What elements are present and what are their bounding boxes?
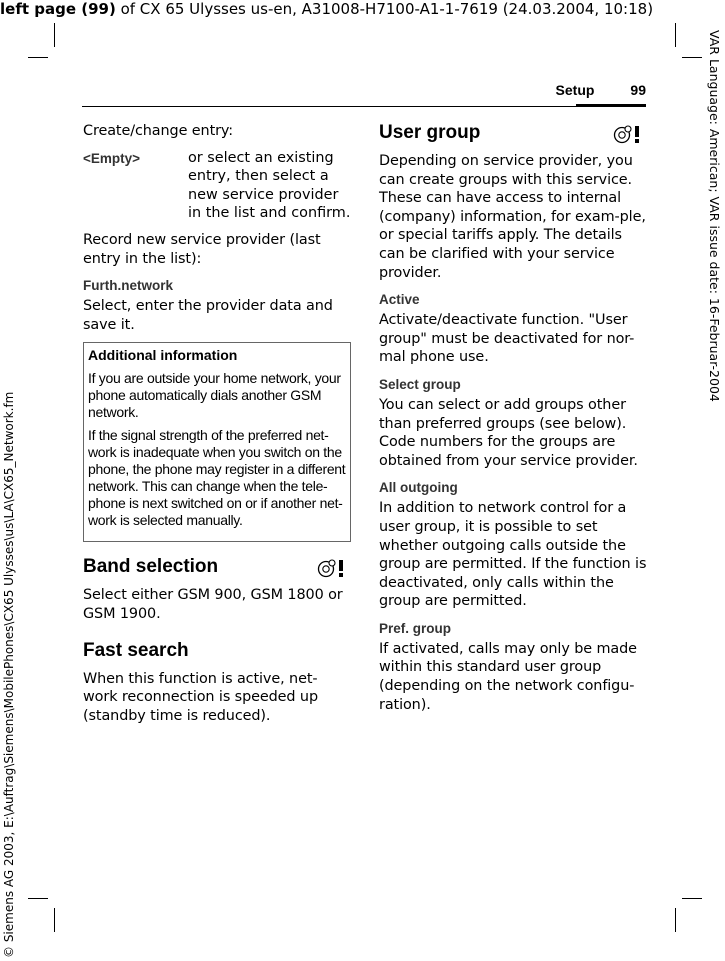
active-key: Active [379,292,420,308]
fast-search-title: Fast search [83,639,189,661]
provider-warning-icons [613,124,647,150]
furth-network-text: Select, enter the provider data and save it. [83,298,333,333]
empty-entry [83,149,351,223]
crop-mark [675,23,676,47]
provider-warning-icons [317,558,351,584]
record-text: Record new service provider (last entry in the list): [83,231,321,267]
right-column [379,122,647,722]
empty-text: or select an existing entry, then select a new service provider in the list and confirm. [188,149,351,222]
band-selection-text: Select either GSM 900, GSM 1800 or GSM 1900. [83,587,343,622]
all-outgoing-text: In addition to network control for a user group, it is possible to set whether outgoing calls outside the group are permitted. If the function is deactivated, only calls within the group are permitted. [379,500,647,610]
select-group-key: Select group [379,376,461,392]
info-paragraph: If the signal strength of the preferred net-work is inadequate when you switch on the phone, the phone may register in a different network. This can change when the tele-phone is next switched on or if another net-work is selected manually. [88,427,346,529]
additional-info-box [83,342,351,542]
network-provider-icon [317,558,351,578]
empty-key: <Empty> [83,150,141,166]
network-provider-icon [613,124,647,144]
info-paragraph: If you are outside your home network, your phone automatically dials another GSM network. [88,370,341,421]
user-group-heading [379,122,647,144]
fast-search-text: When this function is active, net-work reconnection is speeded up (standby time is reduced). [83,670,318,724]
active-text: Activate/deactivate function. "User group" must be deactivated for nor-mal phone use. [379,312,635,366]
select-group-text: You can select or add groups other than preferred groups (see below). Code numbers for the groups are obtained from your service provider. [379,396,638,469]
band-selection-title: Band selection [83,556,219,578]
furth-network-key: Furth.network [83,278,173,294]
crop-mark [28,898,48,899]
pref-group-text: If activated, calls may only be made within this standard user group (depending on the network configu-ration). [379,640,637,713]
var-language-note: VAR Language: American; VAR issue date: 16-Februar-2004 [707,30,722,402]
user-group-text: Depending on service provider, you can create groups with this service. These can have access to internal (company) information, for exam-ple, or special tariffs apply. The details can be clarified with your service provider. [379,153,646,281]
intro-text: Create/change entry: [83,123,234,139]
all-outgoing-key: All outgoing [379,480,458,496]
pref-group-key: Pref. group [379,620,452,636]
crop-mark [28,57,48,58]
header-rule [82,106,646,107]
crop-mark [54,908,55,932]
left-column [83,122,351,733]
section-title: Setup [555,82,595,98]
crop-mark [54,23,55,47]
crop-mark [682,898,702,899]
crop-mark [675,908,676,932]
file-info-details: of CX 65 Ulysses us-en, A31008-H7100-A1-1-7619 (24.03.2004, 10:18) [115,0,654,18]
fast-search-heading [83,640,351,662]
copyright-path-note: © Siemens AG 2003, E:\Auftrag\Siemens\MobilePhones\CX65 Ulysses\us\LA\CX65_Network.fm [2,391,16,958]
info-title: Additional information [88,347,238,364]
file-info-page: left page (99) [0,0,116,18]
page-number: 99 [630,82,646,98]
user-group-title: User group [379,122,481,143]
band-selection-heading [83,556,351,578]
header-tab [576,104,646,107]
running-head [556,82,646,98]
file-info-line [0,0,653,18]
crop-mark [682,57,702,58]
